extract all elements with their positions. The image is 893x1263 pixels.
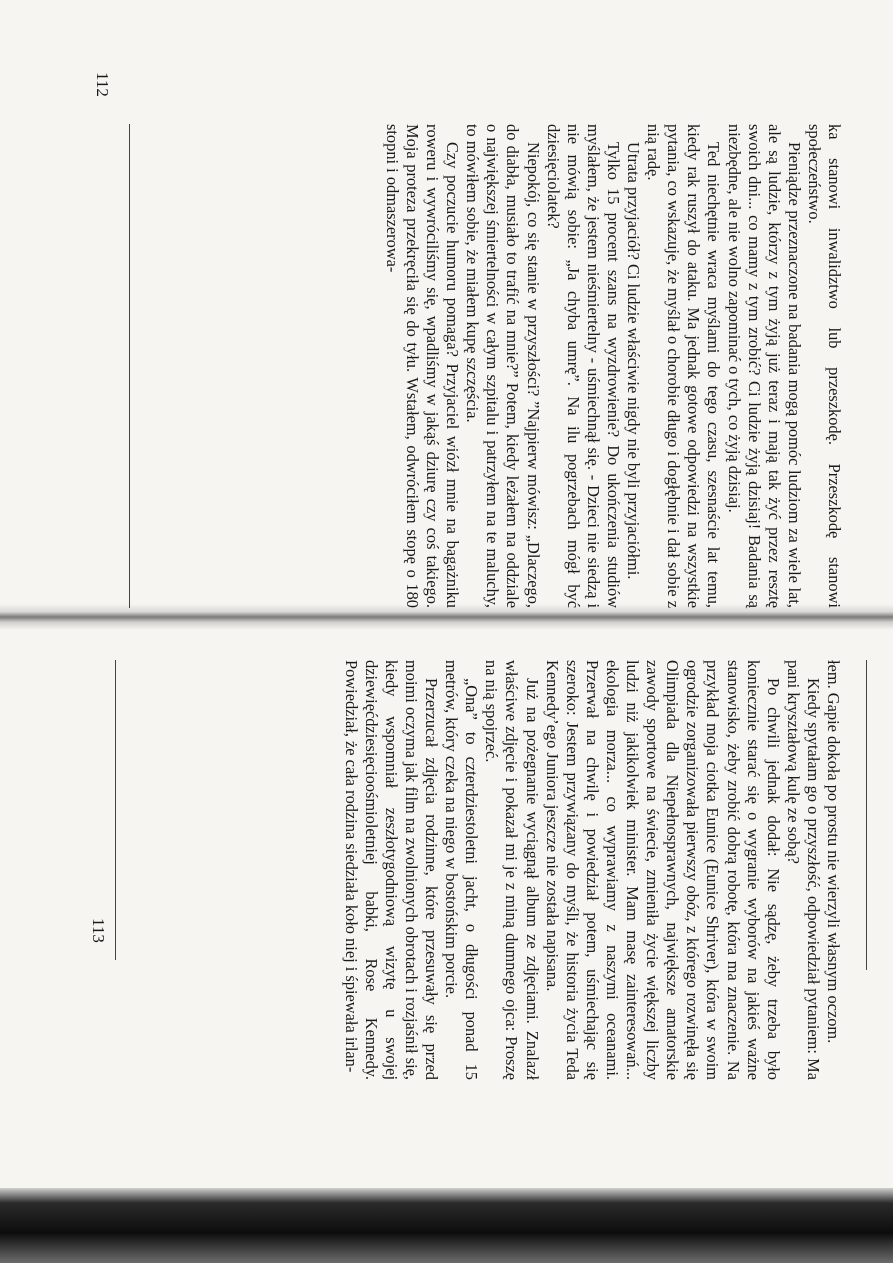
paragraph: Czy poczucie humoru pomaga? Przyjaciel wiózł mnie na bagażniku roweru i wywróciliśmy się, wpadliśmy w jakąś dziurę czy coś takiego. Moja proteza przekręciła się do tyłu. Wstałem, odwróciłem stopę o 180 stopni i odmaszerowa- bbox=[382, 124, 463, 608]
paragraph: Utrata przyjaciół? Ci ludzie właściwie nigdy nie byli przyjaciółmi. bbox=[624, 142, 644, 580]
paragraph: ka stanowi inwalidztwo lub przeszkodę. Przeszkodę stanowi społeczeństwo. bbox=[804, 124, 844, 608]
paragraph: Tylko 15 procent szans na wyzdrowienie? Do ukończenia studiów myślałem, że jestem nieśmiertelny - uśmiechnął się. - Dzieci nie siedzą i nie mówią sobie: „Ja chyba umrę”. Na ilu pogrzebach mógł być dziesięciolatek? bbox=[543, 124, 623, 608]
scan-edge-shadow bbox=[0, 1188, 893, 1263]
paragraph: Ted niechętnie wraca myślami do tego czasu, szesnaście lat temu, kiedy rak ruszył do ataku. Ma jednak gotowe odpowiedzi na wszystkie pytania, co wskazuje, że myślał o chorobie długo i dogłębnie i dał sobie z nią radę. bbox=[644, 124, 724, 608]
paragraph: Kiedy spytałam go o przyszłość, odpowiedział pytaniem: Ma pani kryształową kulę ze sobą? bbox=[783, 660, 823, 1080]
page-number-left: 112 bbox=[93, 72, 112, 97]
paragraph: Już na pożegnanie wyciągnął album ze zdjęciami. Znalazł właściwe zdjęcie i pokazał mi je z miną dumnego ojca: Proszę na nią spojrzeć. bbox=[482, 660, 542, 1080]
paragraph: Przerzucał zdjęcia rodzinne, które przesuwały się przed moimi oczyma jak film na zwolnionych obrotach i rozjaśnił się, kiedy wspomniał zeszłotygodniową wizytę u swojej dziewięćdziesięcioośmioletniej babki, Rose Kennedy. Powiedział, że cała rodzina siedziała koło niej i śpiewała irlan- bbox=[341, 660, 442, 1080]
paragraph: Niepokój, co się stanie w przyszłości? ”Najpierw mówisz: „Dlaczego, do diabła, musiało to trafić na mnie?” Potem, kiedy leżałem na oddziale o największej śmiertelności w całym szpitalu i patrzyłem na te maluchy, to mówiłem sobie, że miałem kupę szczęścia. bbox=[463, 124, 543, 608]
paragraph: łem. Gapie dokoła po prostu nie wierzyli własnym oczom. bbox=[824, 660, 843, 1044]
paragraph: Pieniądze przeznaczone na badania mogą pomóc ludziom za wiele lat, ale są ludzie, którzy z tym żyją już teraz i mają tak żyć przez resztę swoich dni... co mamy z tym zrobić? Ci ludzie żyją dzisiaj! Badania są niezbędne, ale nie wolno zapominać o tych, co żyją dzisiaj. bbox=[724, 124, 804, 608]
paragraph: Po chwili jednak dodał: Nie sądzę, żeby trzeba było koniecznie starać się o wygranie wyborów na jakieś ważne stanowisko, żeby zrobić dobrą robotę, która ma znaczenie. Na przykład moja ciotka Eunice (Eunice Shriver), która w swoim ogrodzie zorganizowała pierwszy obóz, z którego rozwinęła się Olimpiada dla Niepełnosprawnych, największe amatorskie zawody sportowe na świecie, zmieniła życie większej liczby ludzi niż jakikolwiek minister. Mam masę zainteresowań... ekologia morza... co wyprawiamy z naszymi oceanami. Przerwał na chwilę i powiedział potem, uśmiechając się szeroko: Jestem przywiązany do myśli, że historia życia Teda Kennedy’ego Juniora jeszcze nie została napisana. bbox=[542, 660, 783, 1080]
left-page-text-column bbox=[124, 124, 844, 608]
header-rule-right bbox=[115, 660, 116, 960]
right-page-text-column bbox=[123, 660, 843, 1080]
footer-rule-right bbox=[866, 660, 867, 970]
page-number-right: 113 bbox=[89, 918, 108, 943]
paragraph: „Ona” to czterdziestoletni jacht, o długości ponad 15 metrów, który czeka na niego w bostońskim porcie. bbox=[442, 660, 482, 1080]
